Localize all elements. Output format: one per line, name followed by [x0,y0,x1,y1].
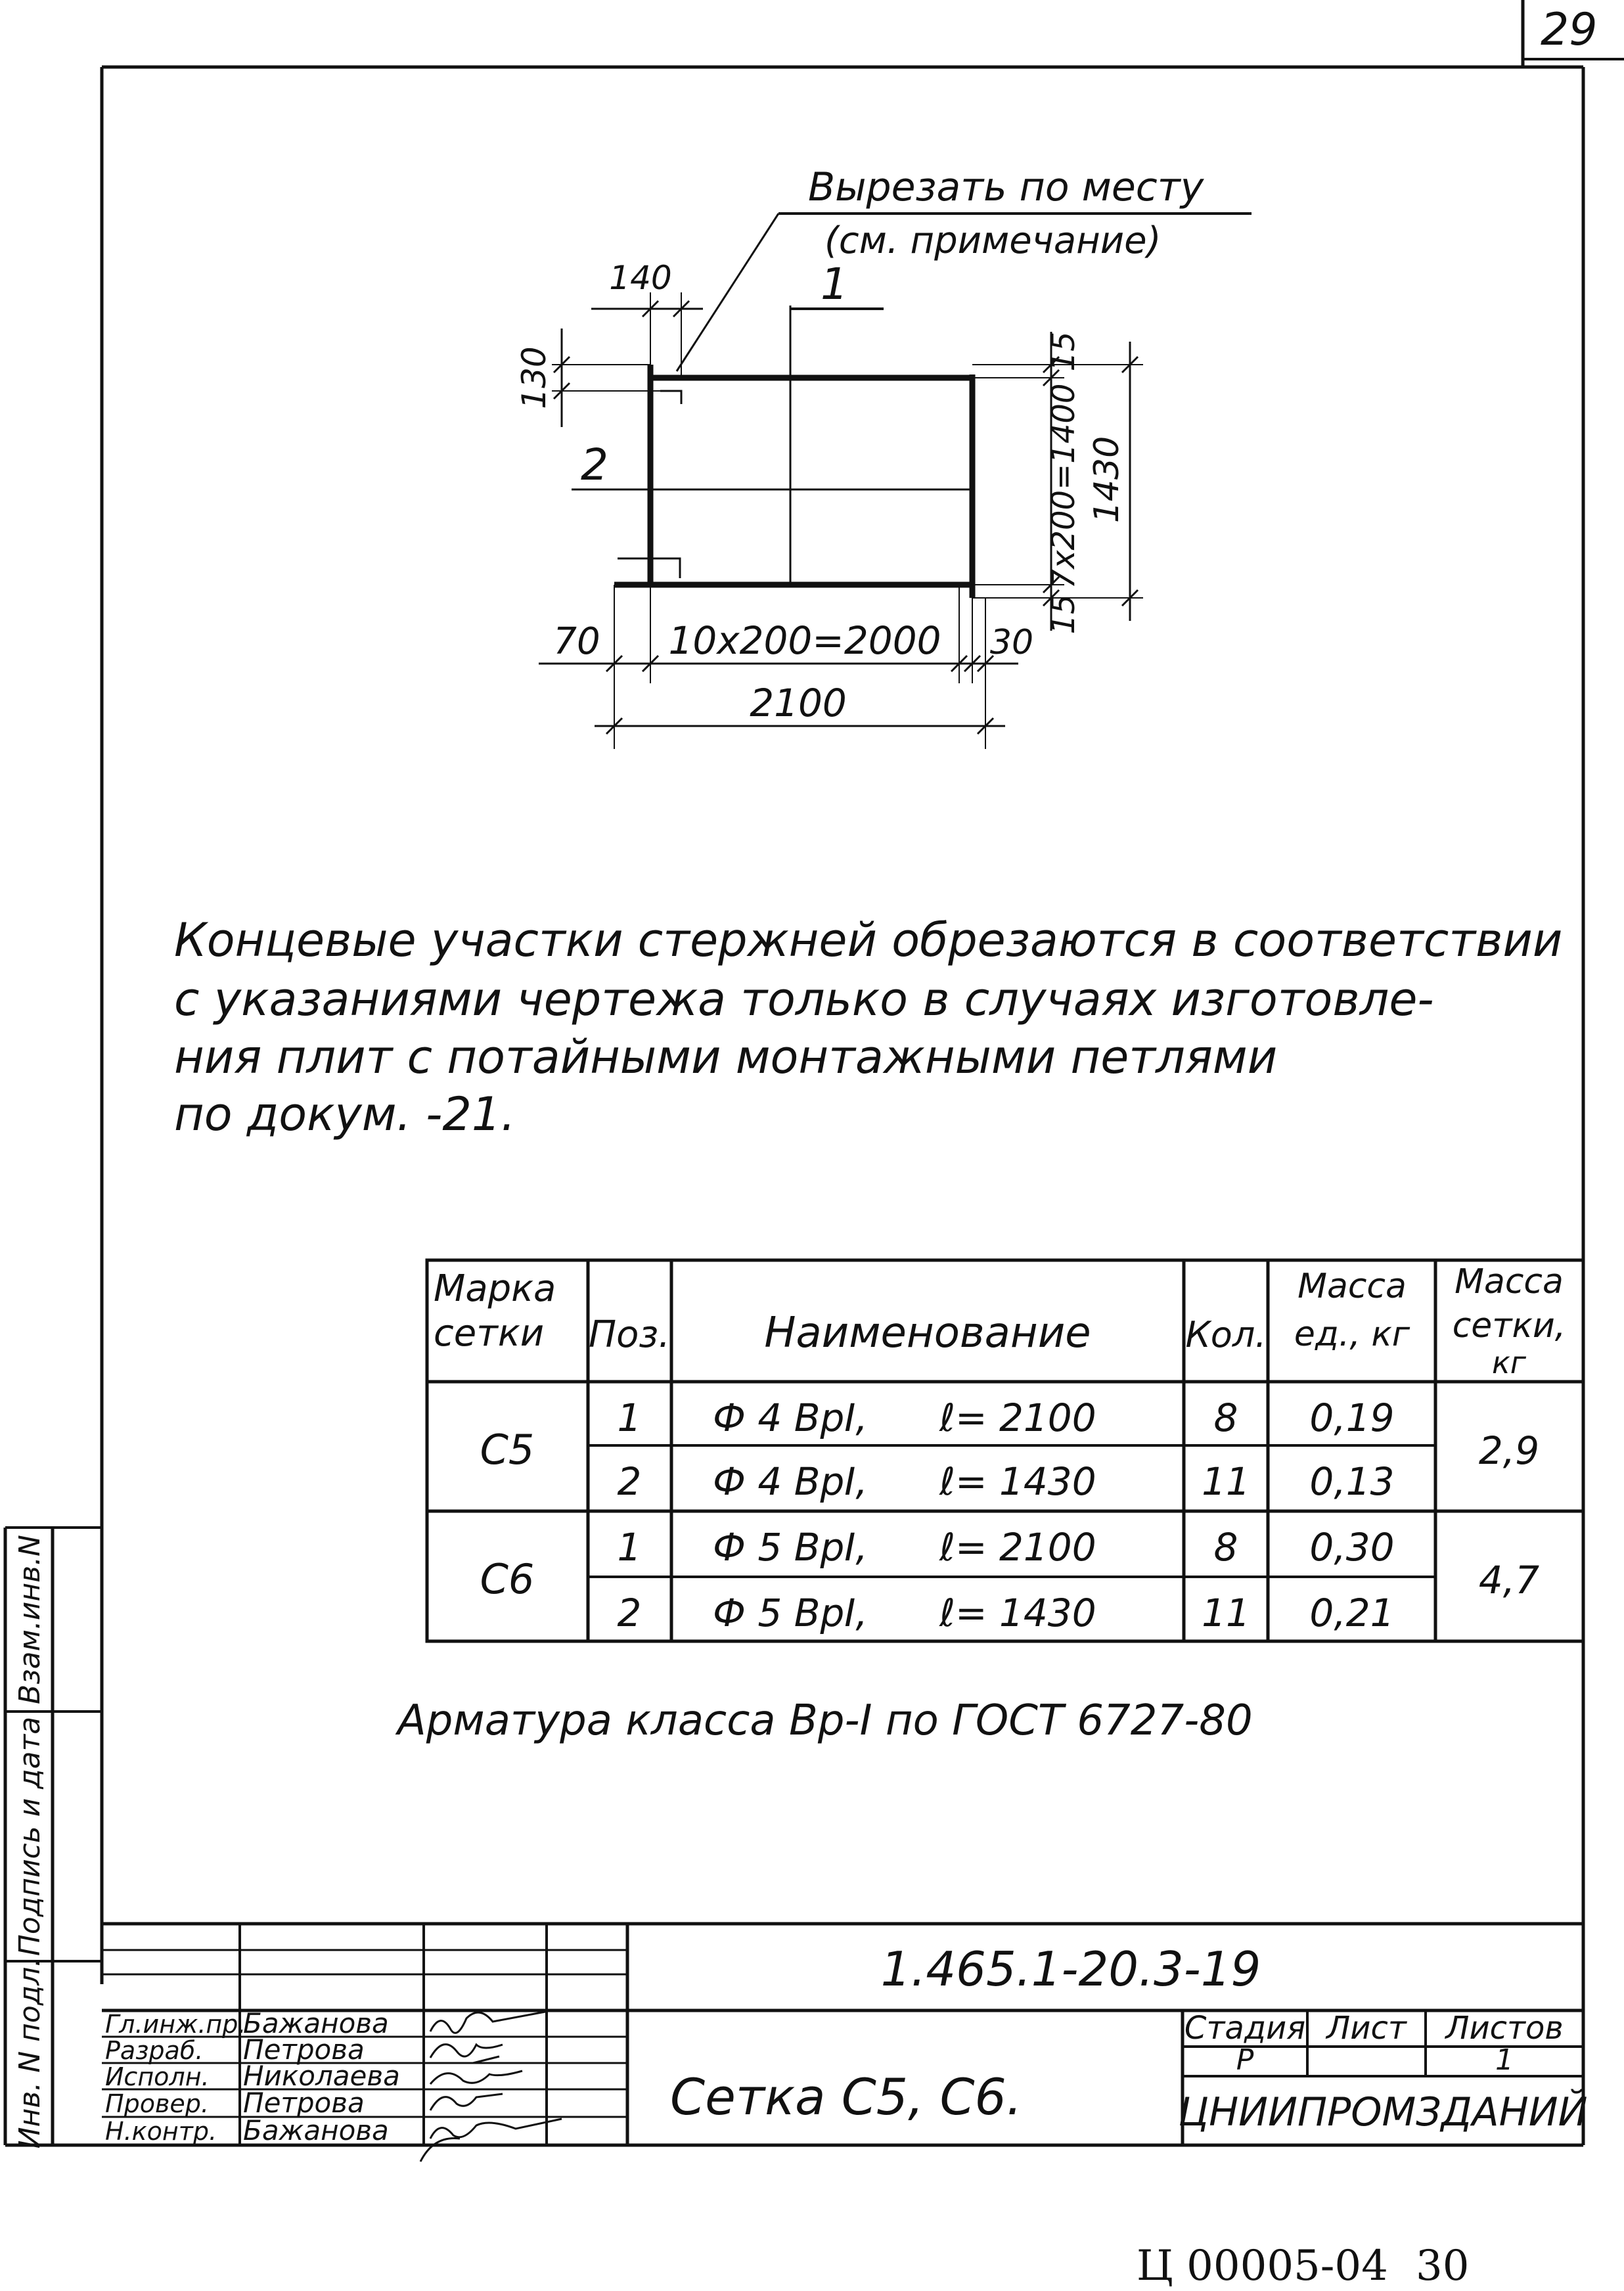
row-c5-net-mass: 2,9 [1478,1428,1540,1473]
header-unit-mass-2: ед., кг [1294,1315,1410,1354]
dim-15-bottom: 15 [1045,594,1082,635]
header-net-mass-2: сетки, [1452,1306,1566,1346]
mark-1: 1 [821,259,848,309]
row-0-qty: 8 [1213,1395,1238,1440]
row-1-qty: 11 [1202,1459,1250,1504]
stamp-sign-date: Подпись и дата [13,1716,47,1957]
row-0-unit-mass: 0,19 [1309,1395,1395,1440]
header-mark-2: сетки [434,1312,545,1355]
row-3-pos: 2 [617,1591,642,1635]
stamp-replace-inv: Взам.инв.N [13,1535,47,1704]
footer-code: Ц 00005-04 [1137,2242,1388,2290]
footer-number: 30 [1416,2242,1470,2290]
row-1-length: ℓ= 1430 [939,1459,1096,1504]
stage-value: Р [1236,2043,1254,2077]
dim-15-top: 15 [1045,331,1082,372]
note-block [174,913,1562,1141]
row-3-unit-mass: 0,21 [1309,1591,1395,1635]
row-2-qty: 8 [1213,1525,1238,1570]
drawing-title: Сетка С5, С6. [670,2068,1023,2126]
row-1-unit-mass: 0,13 [1309,1459,1395,1504]
reinforcement-note: Арматура класса Вр-I по ГОСТ 6727-80 [397,1696,1253,1745]
stage-label: Стадия [1184,2010,1306,2047]
row-c5-mark: С5 [480,1426,535,1474]
organization: ЦНИИПРОМЗДАНИЙ [1178,2089,1588,2135]
header-name: Наименование [764,1309,1091,1357]
row-3-length: ℓ= 1430 [939,1591,1096,1635]
header-mark-1: Марка [434,1267,556,1310]
document-code: 1.465.1-20.3-19 [880,1941,1261,1997]
note-line-2: с указаниями чертежа только в случаях изготовле- [174,972,1434,1026]
row-3-bar: Ф 5 ВрI, [713,1591,868,1635]
signer-3-name: Петрова [243,2087,365,2119]
row-2-pos: 1 [617,1525,642,1570]
dim-130: 130 [515,346,553,409]
signer-2-role: Исполн. [105,2062,210,2091]
header-net-mass-1: Масса [1455,1262,1564,1302]
page-number: 29 [1541,4,1598,56]
row-c6-net-mass: 4,7 [1478,1558,1540,1602]
mesh-drawing [515,164,1252,749]
dim-1430: 1430 [1087,436,1127,524]
row-c6-mark: С6 [480,1555,535,1603]
row-2-bar: Ф 5 ВрI, [713,1525,868,1570]
dim-70: 70 [553,620,600,663]
dim-horizontal-spacing: 10x200=2000 [668,618,941,663]
row-3-qty: 11 [1202,1591,1250,1635]
callout-leader [677,214,778,371]
signer-2-name: Николаева [243,2060,400,2092]
note-line-4: по докум. -21. [174,1087,516,1141]
dim-30: 30 [989,623,1034,662]
header-qty: Кол. [1185,1314,1267,1355]
signatures [420,2012,562,2162]
signer-0-role: Гл.инж.пр. [105,2010,246,2039]
sheets-label: Листов [1445,2010,1564,2047]
note-line-1: Концевые участки стержней обрезаются в соответствии [174,913,1563,967]
title-block [102,1924,1588,2162]
dim-140: 140 [609,259,672,297]
dim-2100: 2100 [750,681,847,725]
callout-text-1: Вырезать по месту [808,164,1204,210]
note-line-3: ния плит с потайными монтажными петлями [174,1030,1278,1084]
mark-2: 2 [581,440,608,490]
stamp-inv-orig: Инв. N подл. [13,1957,47,2149]
signer-1-name: Петрова [243,2033,365,2066]
sheets-value: 1 [1495,2043,1514,2077]
header-net-mass-3: кг [1492,1345,1526,1380]
row-1-bar: Ф 4 ВрI, [713,1459,868,1504]
spec-table [427,1260,1583,1641]
signer-1-role: Разраб. [105,2036,204,2065]
signer-4-role: Н.контр. [105,2117,217,2146]
signer-3-role: Провер. [105,2089,209,2118]
header-pos: Поз. [589,1313,670,1356]
row-0-bar: Ф 4 ВрI, [713,1395,868,1440]
callout-text-2: (см. примечание) [824,219,1162,262]
sheet-label: Лист [1326,2010,1407,2047]
row-0-pos: 1 [617,1395,642,1440]
signer-0-name: Бажанова [243,2007,389,2039]
header-unit-mass-1: Масса [1297,1267,1407,1306]
dim-vertical-spacing: 7x200=1400 [1045,383,1082,589]
row-2-unit-mass: 0,30 [1309,1525,1395,1570]
row-2-length: ℓ= 2100 [939,1525,1096,1570]
row-0-length: ℓ= 2100 [939,1395,1096,1440]
signer-4-name: Бажанова [243,2114,389,2146]
row-1-pos: 2 [617,1459,642,1504]
side-stamp [5,1528,102,2148]
